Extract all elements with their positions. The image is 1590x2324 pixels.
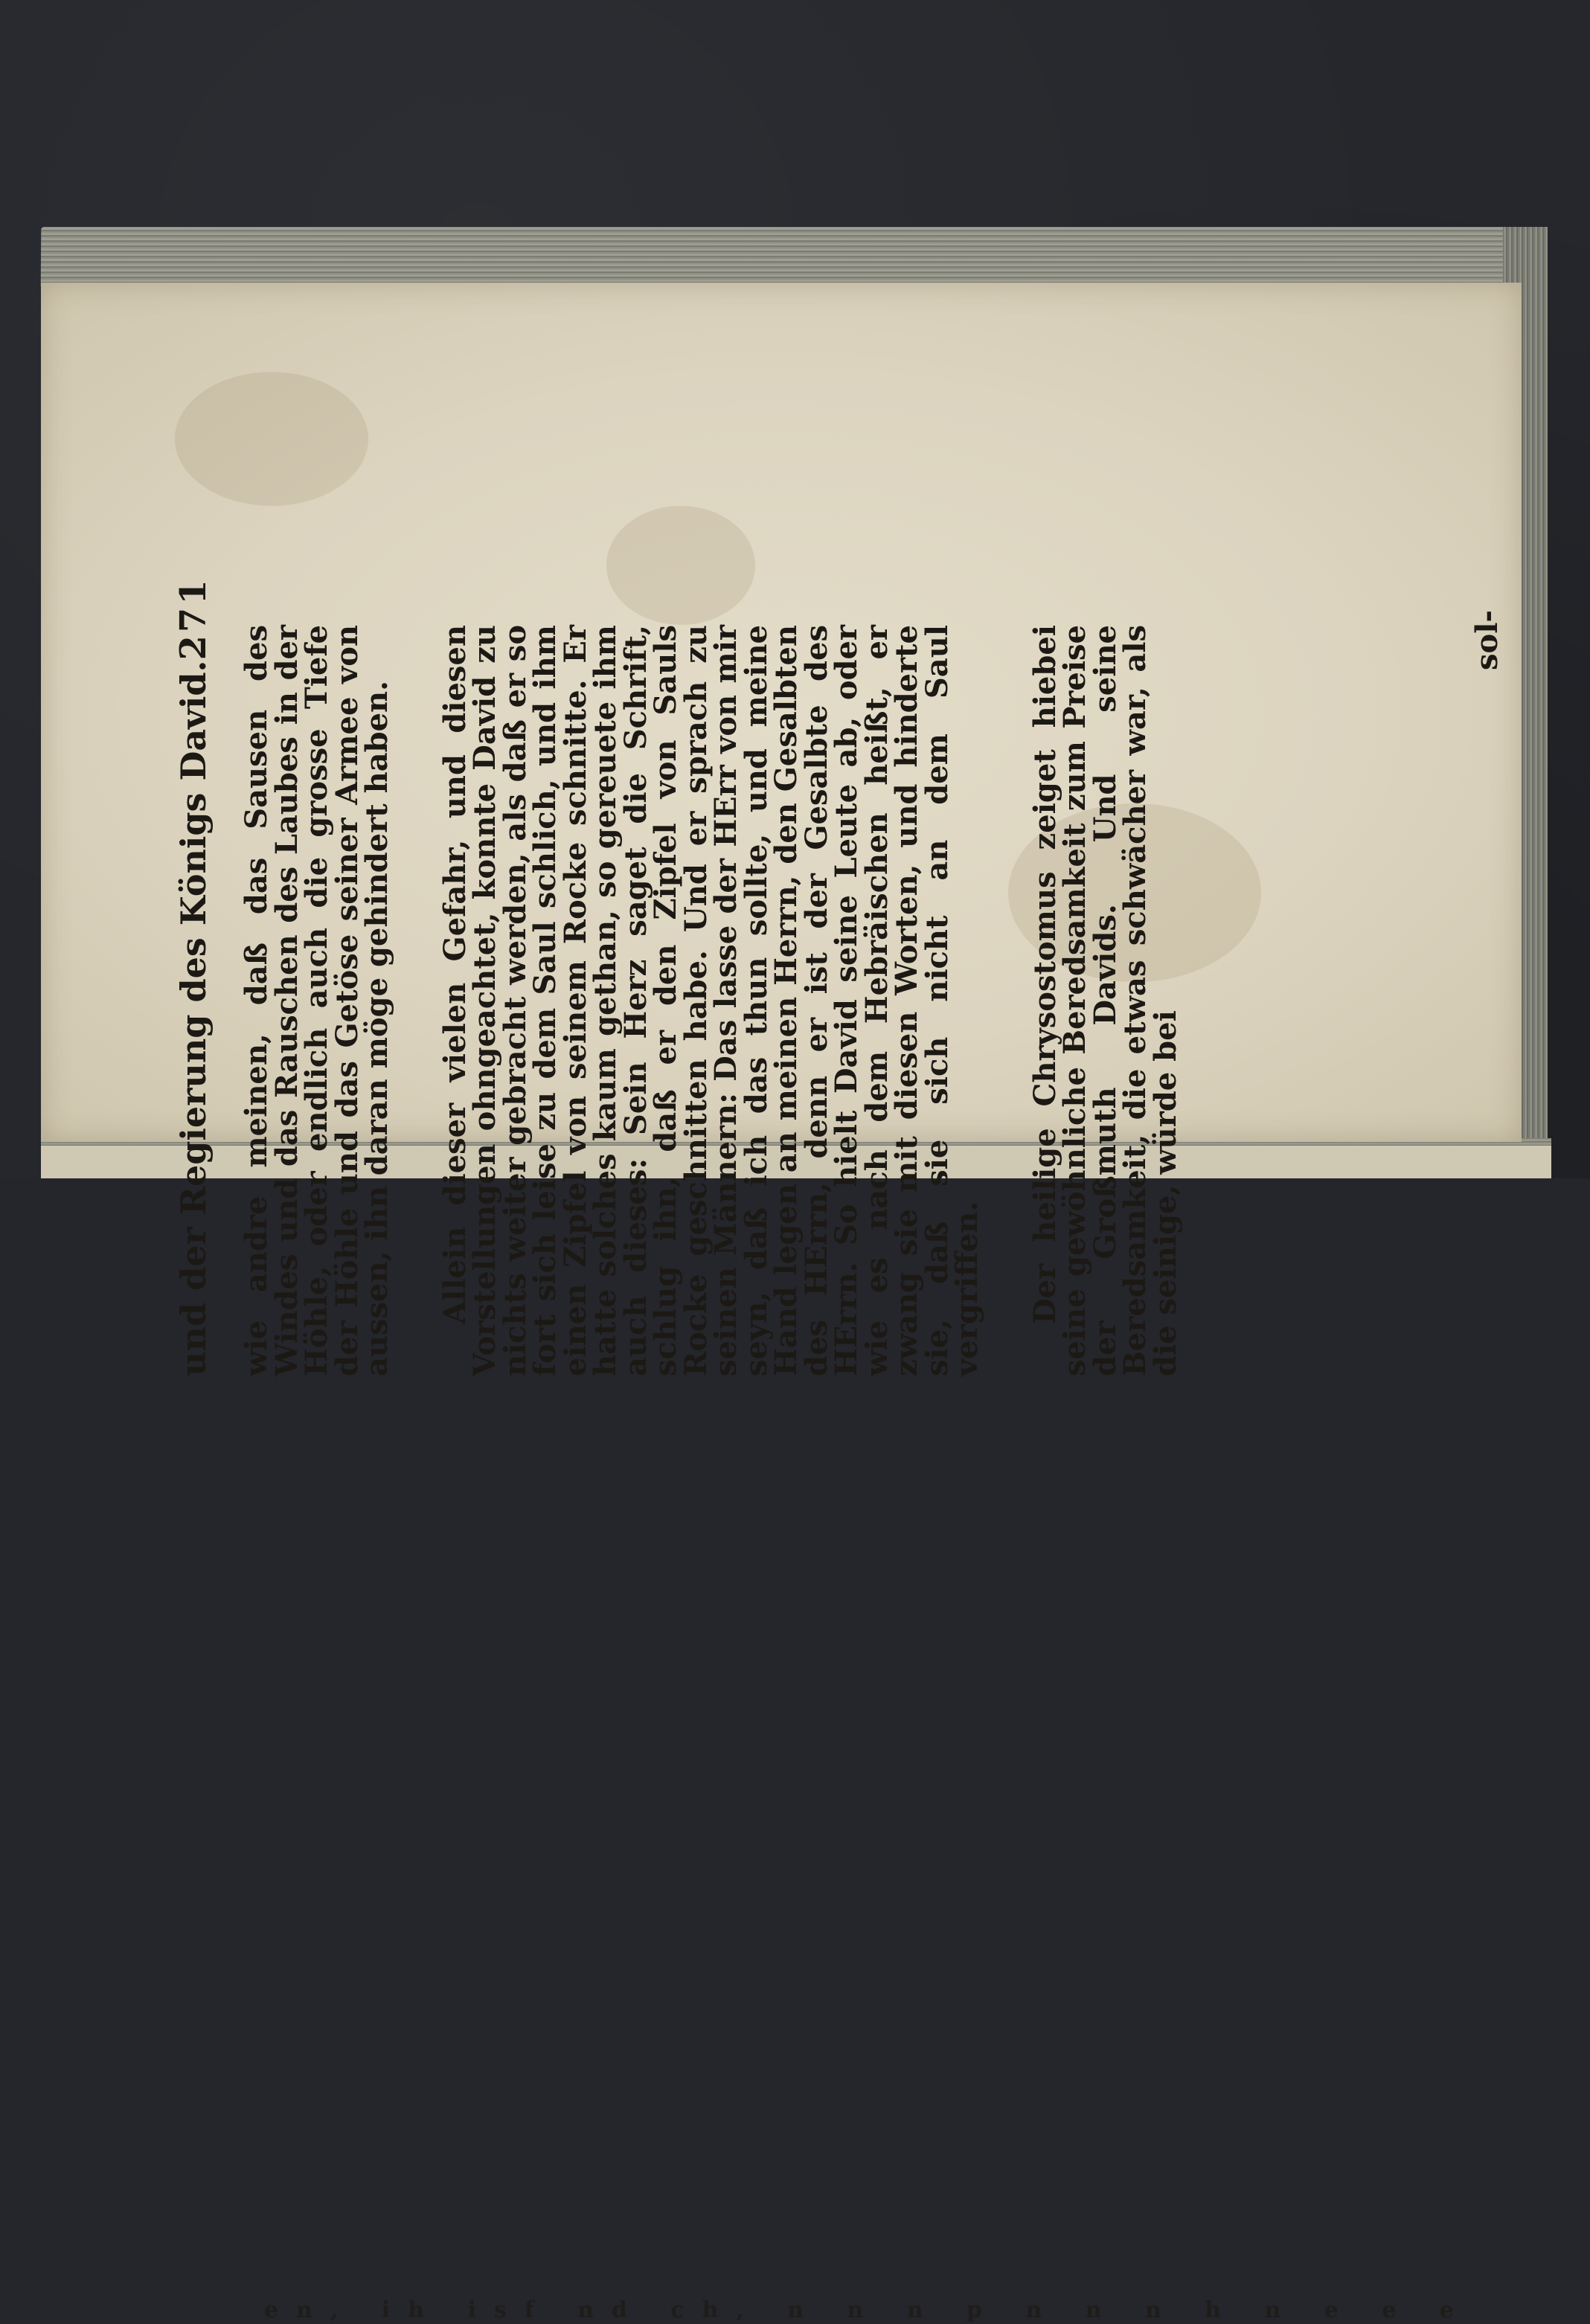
next-page-fragment: en, ih isf nd ch, n n n p n n n h n e e e [264, 2297, 1472, 2323]
paragraph-1: wie andre meinen, daß das Sausen des Windes und das Rauschen des Laubes in der Höhle, oder endlich auch die grosse Tiefe der Höhle und das Getöse seiner Armee von aussen, ihn daran möge gehindert haben. [239, 625, 394, 1376]
running-head-title: und der Regierung des Königs David. [173, 660, 214, 1376]
paper-stain [606, 506, 755, 625]
paragraph-2: Allein dieser vielen Gefahr, und diesen Vorstellungen ohngeachtet, konnte David zu nichts weiter gebracht werden, als daß er so fort sich leise zu dem Saul schlich, und ihm einen Zipfel von seinem Rocke schnitte. Er hatte solches kaum gethan, so gereuete ihm auch dieses: Sein Herz saget die Schrift, schlug ihn, daß er den Zipfel von Sauls Rocke geschnitten habe. Und er sprach zu seinen Männern: Das lasse der HErr von mir seyn, daß ich das thun sollte, und meine Hand legen an meinen Herrn, den Gesalbten des HErrn, denn er ist der Gesalbte des HErrn. So hielt David seine Leute ab, oder wie es nach dem Hebräischen heißt, er zwang sie mit diesen Worten, und hinderte sie, daß sie sich nicht an dem Saul vergriffen. [437, 625, 984, 1376]
paper-stain [175, 372, 368, 506]
body-text [239, 625, 1183, 1376]
page-edges-top [41, 227, 1522, 286]
paragraph-3: Der heilige Chrysostomus zeiget hiebei seine gewöhnliche Beredsamkeit zum Preise der Großmuth Davids. Und seine Beredsamkeit, die etwas schwächer war, als die seinige, würde bei [1027, 625, 1183, 1376]
catchword: sol- [1469, 610, 1504, 670]
rotated-text-block [160, 577, 1504, 1399]
book-page [41, 283, 1522, 1376]
page-number: 271 [173, 577, 214, 661]
running-head [160, 577, 227, 1376]
